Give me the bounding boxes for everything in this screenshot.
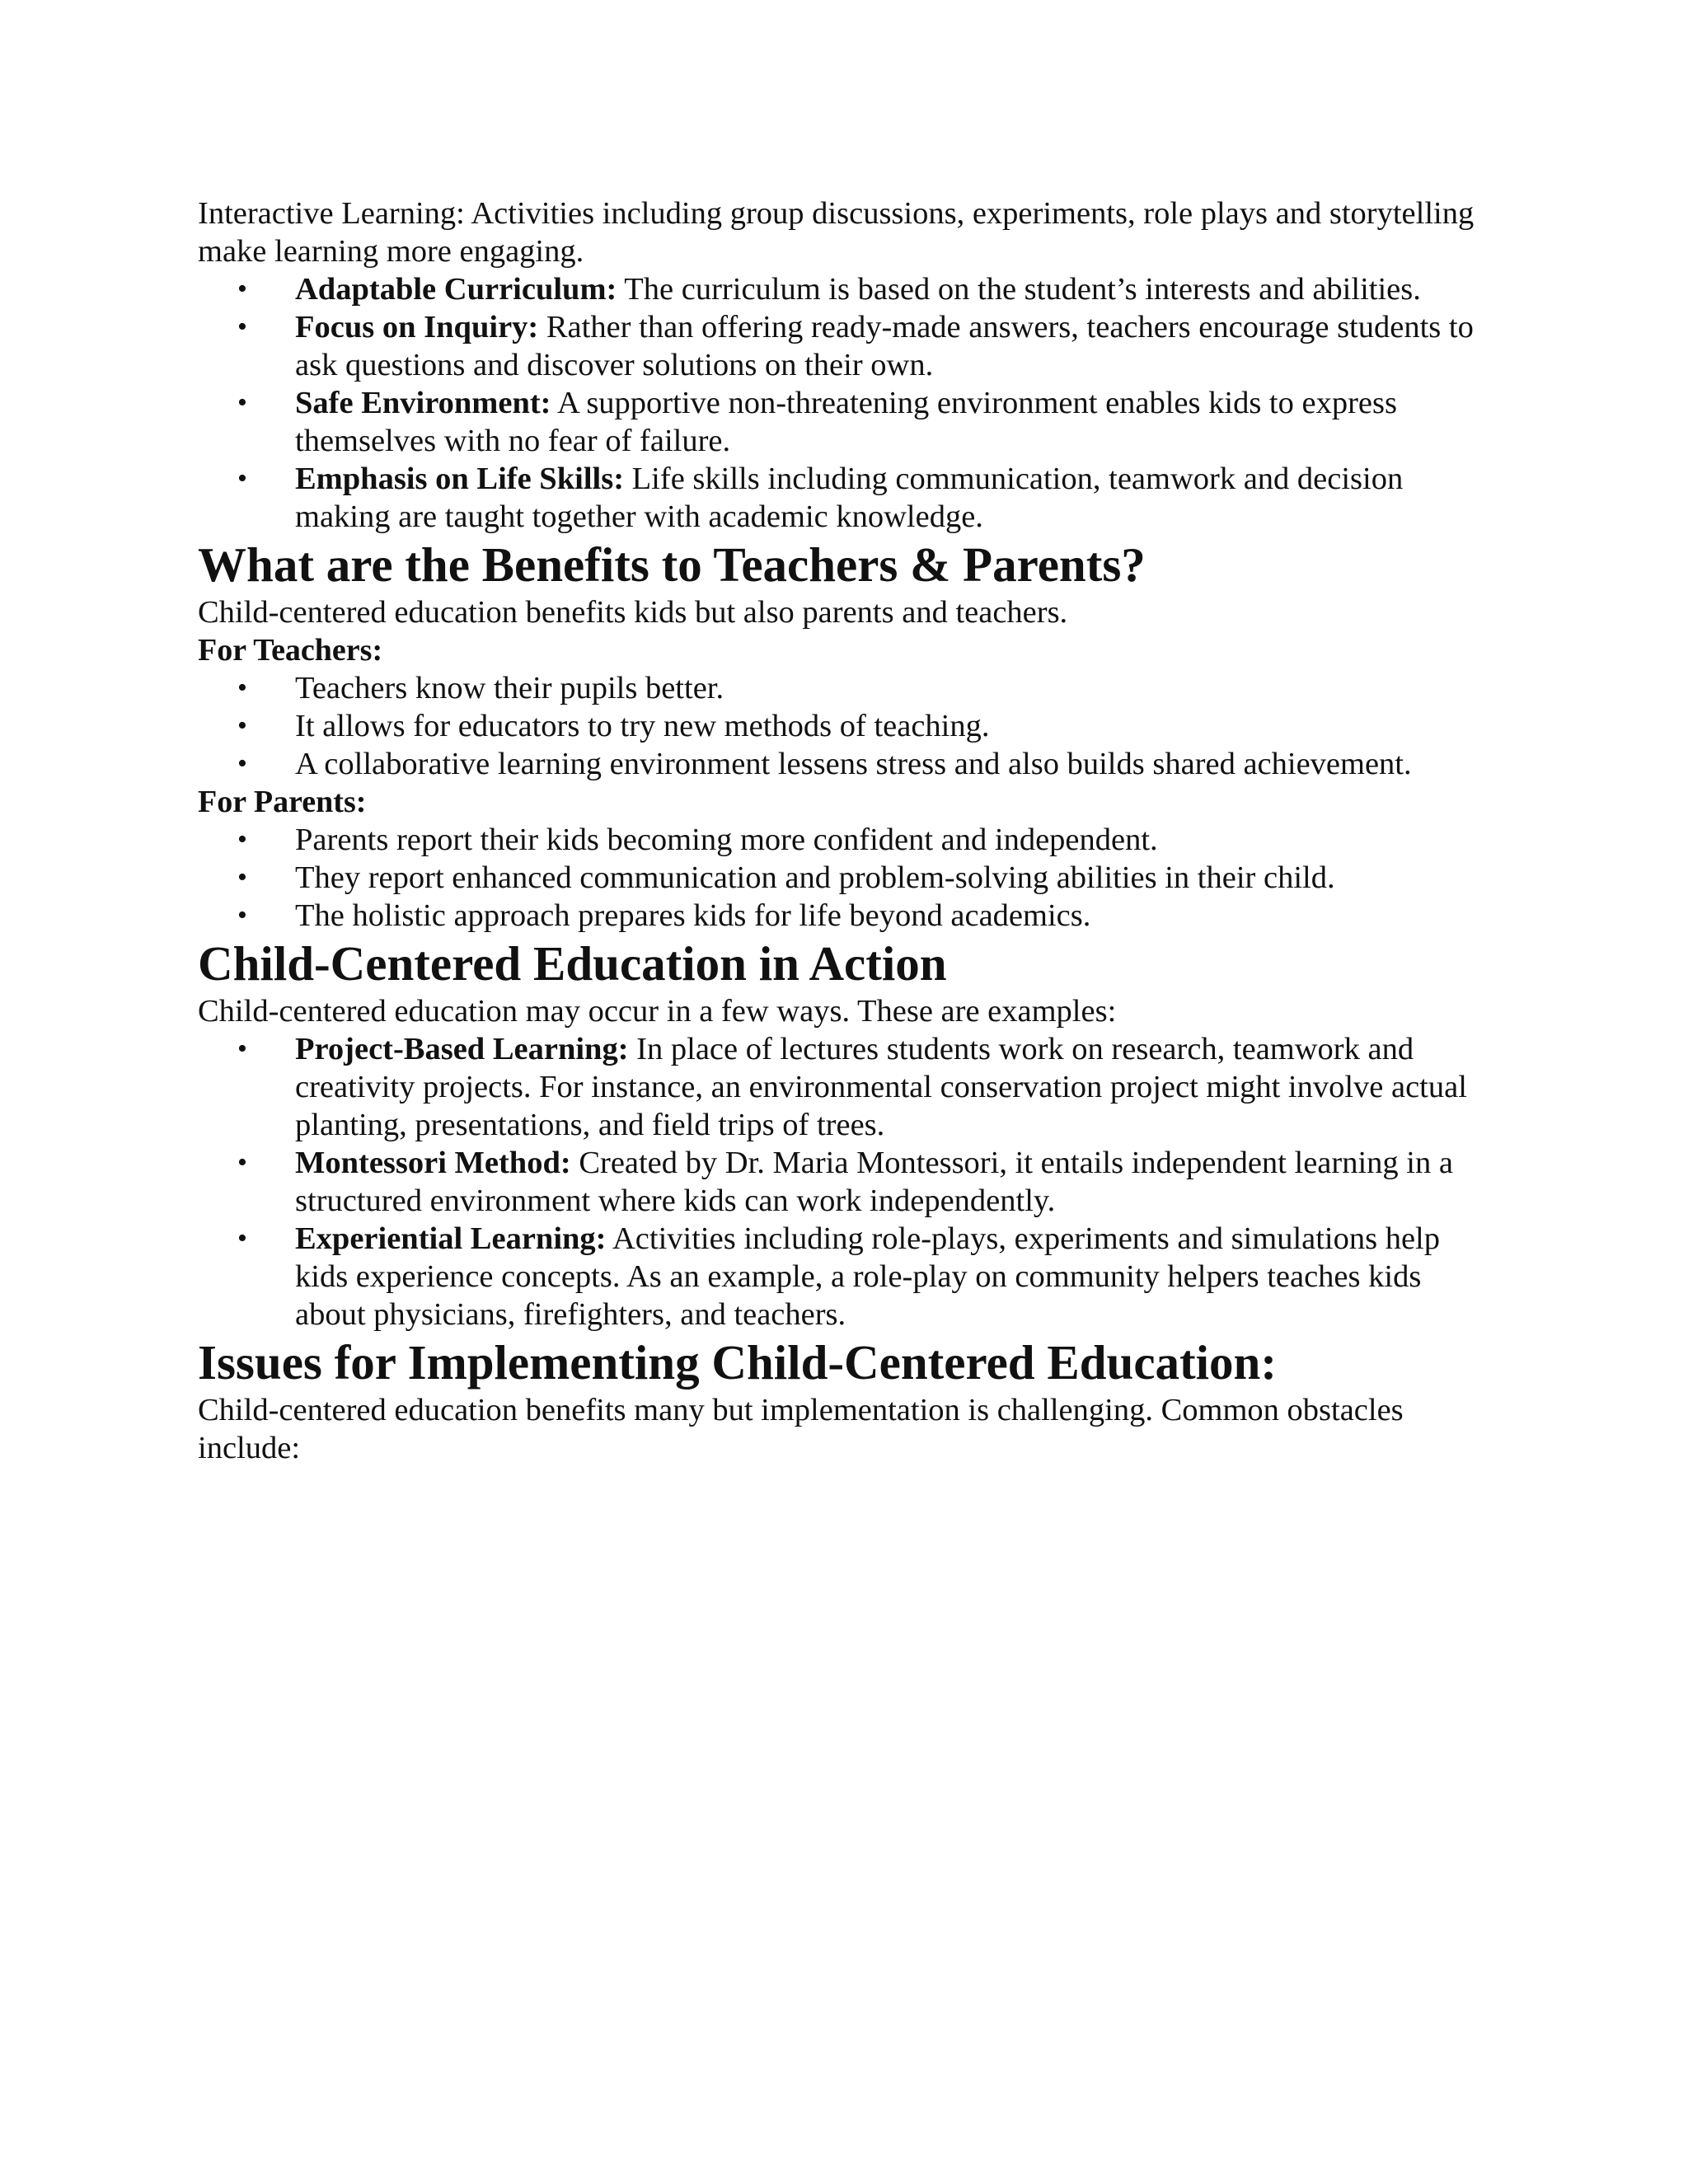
list-item [198,384,1484,460]
list-item: • They report enhanced communication and problem-solving abilities in their child. [198,859,1484,897]
parents-subheading: For Parents: [198,785,367,819]
interactive-learning-paragraph: Interactive Learning: Activities including group discussions, experiments, role plays and storytelling make learning more engaging. [198,196,1475,269]
benefits-intro: Child-centered education benefits kids but also parents and teachers. [198,595,1068,630]
feature-text: Life skills including communication, teamwork and decision making are taught together with academic knowledge. [295,462,1404,534]
features-list [198,270,1484,536]
parents-list [198,821,1484,935]
list-item: • It allows for educators to try new methods of teaching. [198,707,1484,745]
action-text: In place of lectures students work on research, teamwork and creativity projects. For instance, an environmental conservation project might involve actual planting, presentations, and field trips of trees. [295,1032,1467,1142]
list-item [198,308,1484,384]
list-item [198,460,1484,536]
feature-term: Adaptable Curriculum: [295,272,617,307]
list-item [198,1030,1484,1144]
action-text: Created by Dr. Maria Montessori, it entails independent learning in a structured environment where kids can work independently. [295,1146,1453,1218]
teachers-subheading: For Teachers: [198,633,383,668]
benefits-heading: What are the Benefits to Teachers & Parents? [198,537,1146,592]
action-text: Activities including role-plays, experiments and simulations help kids experience concepts. As an example, a role-play on community helpers teaches kids about physicians, firefighters, and teachers. [295,1221,1441,1332]
action-heading: Child-Centered Education in Action [198,936,947,991]
feature-term: Emphasis on Life Skills: [295,462,625,496]
teachers-list [198,669,1484,783]
feature-text: The curriculum is based on the student’s interests and abilities. [617,272,1421,307]
list-item: • Teachers know their pupils better. [198,669,1484,707]
action-term: Experiential Learning: [295,1221,607,1256]
feature-term: Safe Environment: [295,386,551,420]
list-item [198,1144,1484,1220]
feature-term: Focus on Inquiry: [295,310,539,344]
list-item: • A collaborative learning environment lessens stress and also builds shared achievement. [198,745,1484,783]
feature-text: Rather than offering ready-made answers, teachers encourage students to ask questions and discover solutions on their own. [295,310,1474,382]
document-content [198,194,1484,1467]
issues-intro: Child-centered education benefits many but implementation is challenging. Common obstacles include: [198,1393,1404,1465]
list-item [198,270,1484,308]
action-intro: Child-centered education may occur in a few ways. These are examples: [198,994,1117,1029]
action-term: Project-Based Learning: [295,1032,629,1066]
list-item [198,1220,1484,1333]
action-term: Montessori Method: [295,1146,571,1180]
list-item: • Parents report their kids becoming more confident and independent. [198,821,1484,859]
action-list [198,1030,1484,1333]
list-item: • The holistic approach prepares kids for life beyond academics. [198,897,1484,935]
feature-text: A supportive non-threatening environment enables kids to express themselves with no fear of failure. [295,386,1397,458]
issues-heading: Issues for Implementing Child-Centered Education: [198,1335,1278,1390]
